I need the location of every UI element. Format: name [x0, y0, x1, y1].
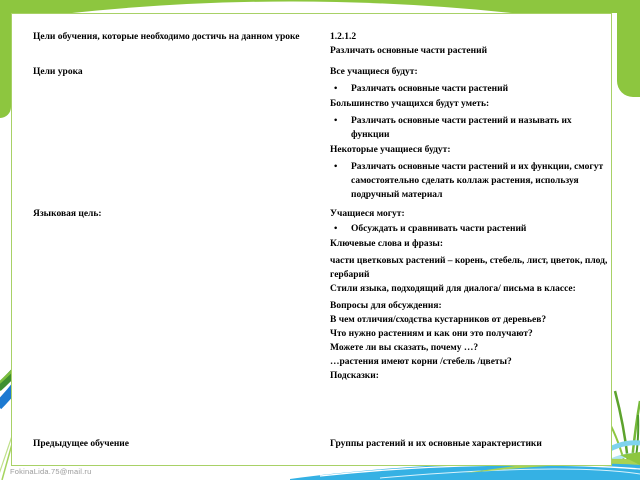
learners-can-bullet: Обсуждать и сравнивать части растений	[351, 224, 527, 234]
lesson-goals-value-cell	[330, 65, 612, 203]
objective-code: 1.2.1.2	[330, 32, 357, 42]
list-item	[330, 114, 612, 142]
previous-learning-text: Группы растений и их основные характеристики	[330, 439, 542, 449]
top-arch-decoration	[0, 0, 640, 13]
most-learners-bullet: Различать основные части растений и называть их функции	[351, 116, 572, 140]
discussion-question-1: В чем отличия/сходства кустарников от деревьев?	[330, 315, 547, 325]
keywords-text: части цветковых растений – корень, стебель, лист, цветок, плод, гербарий	[330, 256, 608, 280]
objectives-label: Цели обучения, которые необходимо достичь на данном уроке	[33, 32, 300, 42]
all-learners-bullet: Различать основные части растений	[351, 84, 509, 94]
list-item	[330, 222, 612, 236]
all-learners-heading: Все учащиеся будут:	[330, 67, 418, 77]
some-learners-heading: Некоторые учащиеся будут:	[330, 145, 451, 155]
content-panel	[11, 13, 612, 466]
why-text: …растения имеют корни /стебель /цветы?	[330, 357, 512, 367]
learners-can-heading: Учащиеся могут:	[330, 209, 405, 219]
right-green-bar	[617, 0, 640, 97]
list-item	[330, 82, 612, 96]
some-learners-bullet: Различать основные части растений и их функции, смогут самостоятельно сделать коллаж растения, используя подручный материал	[351, 162, 604, 200]
discussion-question-2: Что нужно растениям и как они это получают?	[330, 329, 533, 339]
language-goal-label-cell	[33, 207, 305, 224]
previous-learning-label: Предыдущее обучение	[33, 439, 129, 449]
language-goal-value-cell	[330, 207, 612, 386]
previous-learning-value-cell	[330, 437, 612, 454]
list-item	[330, 160, 612, 202]
bullet-icon: •	[334, 116, 338, 126]
lesson-goals-label-cell	[33, 65, 305, 82]
language-goal-label: Языковая цель:	[33, 209, 102, 219]
why-heading: Можете ли вы сказать, почему …?	[330, 343, 479, 353]
discussion-heading: Вопросы для обсуждения:	[330, 301, 442, 311]
keywords-heading: Ключевые слова и фразы:	[330, 239, 443, 249]
hints-heading: Подсказки:	[330, 371, 379, 381]
most-learners-heading: Большинство учащихся будут уметь:	[330, 99, 490, 109]
left-green-bar	[0, 0, 11, 118]
previous-learning-label-cell	[33, 437, 305, 454]
objectives-value-cell	[330, 30, 612, 58]
bullet-icon: •	[334, 162, 338, 172]
bullet-icon: •	[334, 224, 338, 234]
objective-text: Различать основные части растений	[330, 46, 488, 56]
bullet-icon: •	[334, 84, 338, 94]
lesson-goals-label: Цели урока	[33, 67, 83, 77]
footer-email: FokinaLida.75@mail.ru	[10, 467, 92, 476]
language-style-text: Стили языка, подходящий для диалога/ письма в классе:	[330, 284, 576, 294]
objectives-label-cell	[33, 30, 305, 47]
